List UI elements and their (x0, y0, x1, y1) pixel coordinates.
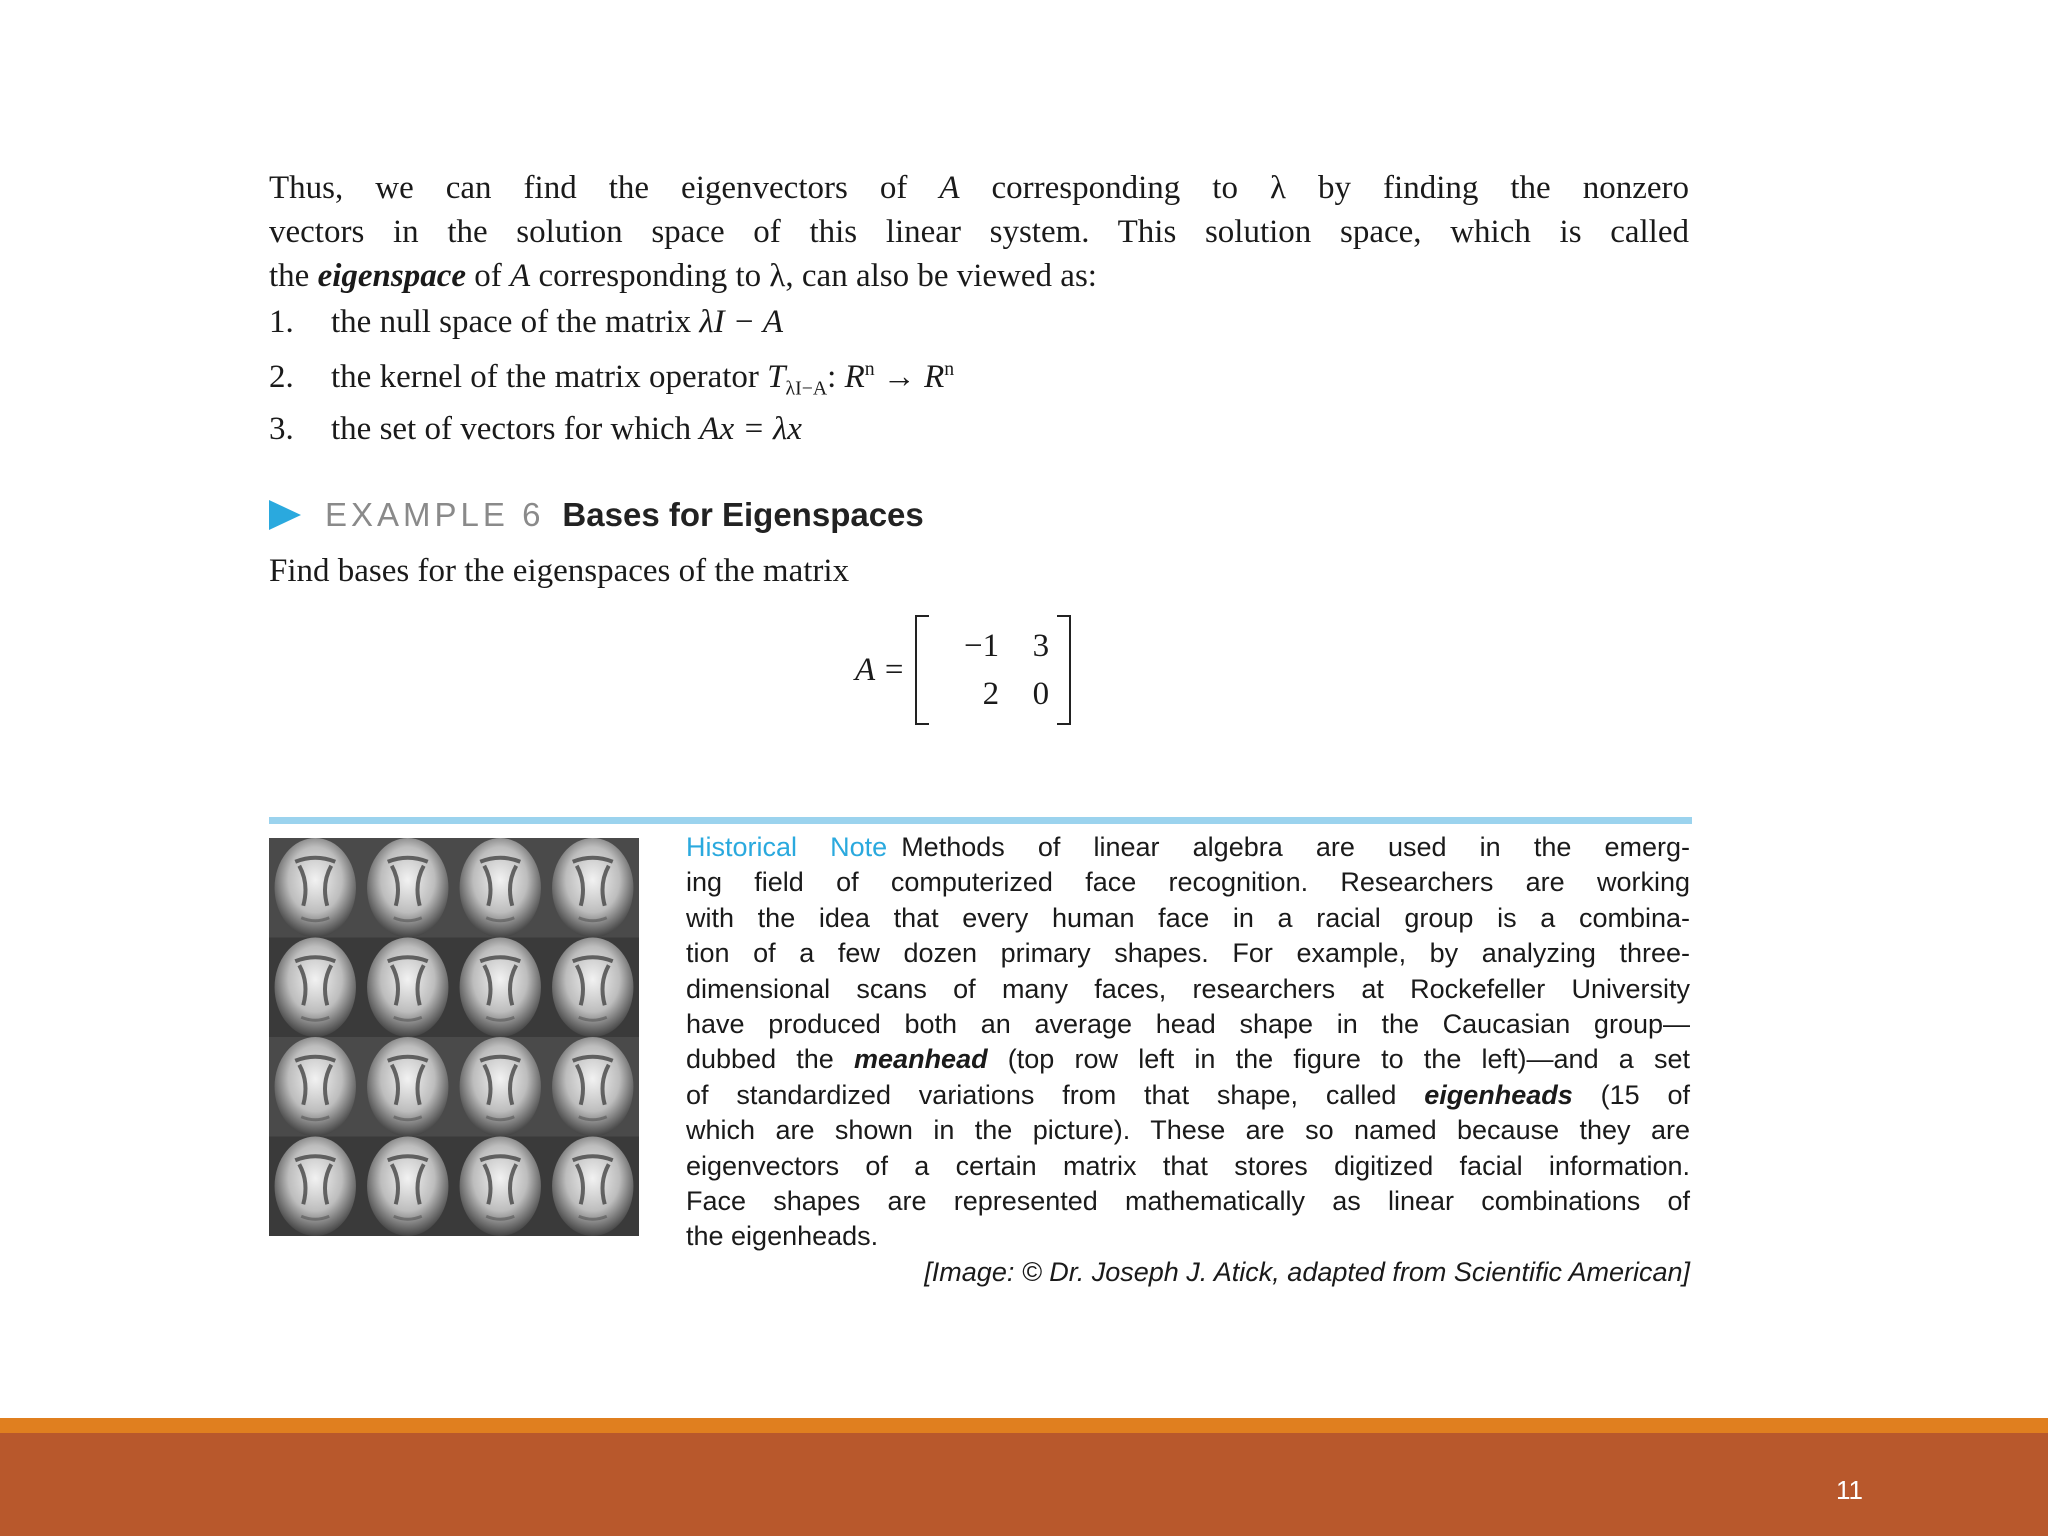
footer-accent-strip (0, 1418, 2048, 1433)
note-line: dimensional scans of many faces, researchers at Rockefeller University (686, 973, 1690, 1004)
page-number: 11 (1836, 1475, 1863, 1505)
note-divider (269, 817, 1692, 824)
face-tile (269, 1137, 362, 1237)
intro-line-1: Thus, we can find the eigenvectors of A corresponding to λ by finding the nonzero (269, 170, 1689, 206)
historical-note (686, 830, 1690, 1290)
note-line: with the idea that every human face in a racial group is a combina- (686, 902, 1690, 933)
matrix-cell: 3 (1032, 627, 1050, 664)
face-tile (454, 938, 547, 1038)
matrix-cell: −1 (963, 627, 1000, 664)
note-line: have produced both an average head shape in the Caucasian group— (686, 1009, 1690, 1040)
matrix-cell: 2 (982, 675, 1000, 712)
example-label: EXAMPLE 6 (325, 496, 545, 533)
face-tile (547, 1137, 640, 1237)
note-line: tion of a few dozen primary shapes. For example, by analyzing three- (686, 938, 1690, 969)
note-line: dubbed the meanhead (top row left in the figure to the left)—and a set (686, 1044, 1691, 1075)
face-tile (362, 1137, 455, 1237)
example-heading (269, 496, 924, 534)
note-line: which are shown in the picture). These are so named because they are (686, 1115, 1690, 1146)
matrix-lhs: A = (855, 651, 906, 688)
face-tile (547, 938, 640, 1038)
footer-bar (0, 1433, 2048, 1536)
matrix-grid (929, 622, 1057, 718)
note-line: of standardized variations from that shape, called eigenheads (15 of (686, 1079, 1690, 1110)
note-line: Face shapes are represented mathematically as linear combinations of (686, 1186, 1690, 1217)
face-tile (362, 938, 455, 1038)
note-line: the eigenheads. (686, 1221, 879, 1252)
note-line: Historical Note Methods of linear algebra are used in the emerg- (686, 832, 1690, 862)
intro-paragraph (269, 166, 1689, 298)
matrix-cell: 0 (1032, 675, 1050, 712)
meanhead-term: meanhead (854, 1044, 988, 1075)
face-tile (454, 1137, 547, 1237)
eigenspace-term: eigenspace (317, 258, 467, 294)
note-label: Historical Note (686, 832, 888, 862)
note-line: eigenvectors of a certain matrix that stores digitized facial information. (686, 1150, 1690, 1181)
face-tile (362, 838, 455, 938)
list-item-3: 3. the set of vectors for which Ax = λx (269, 411, 802, 447)
matrix-equation (855, 614, 1071, 726)
right-bracket (1057, 615, 1071, 725)
face-tile (269, 838, 362, 938)
face-tile (454, 1037, 547, 1137)
note-line: ing field of computerized face recognition. Researchers are working (686, 867, 1690, 898)
list-item-1: 1. the null space of the matrix λI − A (269, 304, 784, 340)
face-tile (547, 1037, 640, 1137)
face-tile (454, 838, 547, 938)
intro-line-2: vectors in the solution space of this linear system. This solution space, which is called (269, 214, 1689, 250)
intro-line-3: the eigenspace of A corresponding to λ, can also be viewed as: (269, 258, 1097, 294)
example-title: Bases for Eigenspaces (562, 496, 924, 533)
face-tile (269, 938, 362, 1038)
eigenheads-term: eigenheads (1424, 1079, 1573, 1110)
left-bracket (915, 615, 929, 725)
eigenheads-image (269, 838, 639, 1236)
face-tile (362, 1037, 455, 1137)
example-prompt: Find bases for the eigenspaces of the matrix (269, 553, 850, 589)
list-item-2: 2. the kernel of the matrix operator $T_{\lambda I-A}$: $R^n \to R^n$ (269, 358, 955, 400)
face-tile (547, 838, 640, 938)
face-tile (269, 1037, 362, 1137)
image-credit: [Image: © Dr. Joseph J. Atick, adapted from Scientific American] (924, 1256, 1690, 1287)
play-arrow-icon (269, 500, 301, 530)
